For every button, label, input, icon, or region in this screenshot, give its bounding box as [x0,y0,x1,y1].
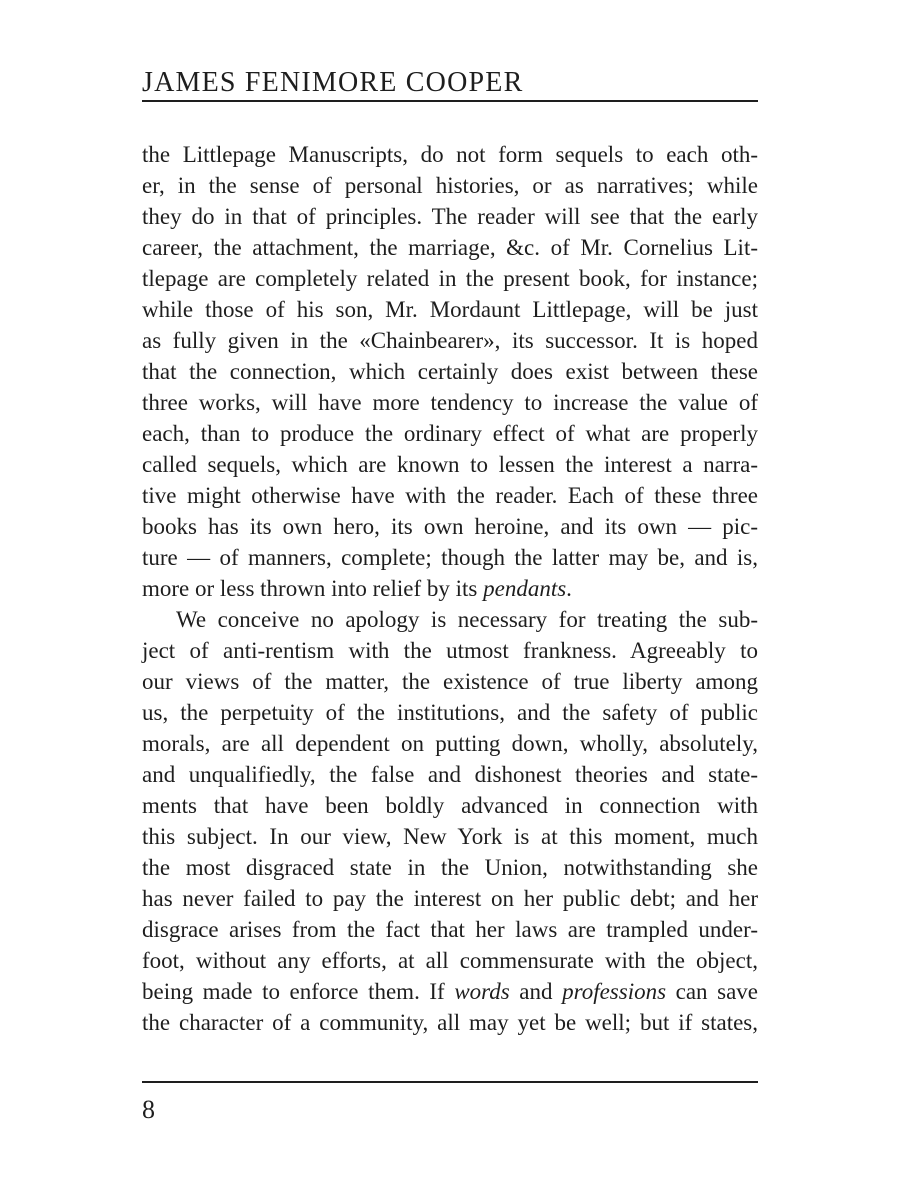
text-line: career, the attachment, the marriage, &c. of Mr. Cornelius Lit- [142,235,758,260]
text-line: books has its own hero, its own heroine, and its own — pic- [142,514,758,539]
italic-term: professions [562,979,667,1004]
text-line: the Littlepage Manuscripts, do not form sequels to each oth- [142,142,758,167]
text-line: our views of the matter, the existence of true liberty among [142,669,758,694]
italic-term: pendants [483,576,567,601]
text-line: morals, are all dependent on putting down, wholly, absolutely, [142,731,758,756]
text-line: the character of a community, all may yet be well; but if states, [142,1010,758,1035]
text-line: and unqualifiedly, the false and dishonest theories and state- [142,762,758,787]
text-run: . [566,576,572,601]
text-line: that the connection, which certainly does exist between these [142,359,758,384]
text-line: ture — of manners, complete; though the latter may be, and is, [142,545,758,570]
text-line: three works, will have more tendency to increase the value of [142,390,758,415]
page-body [142,139,758,1038]
text-line: called sequels, which are known to lessen the interest a narra- [142,452,758,477]
text-line-mixed [142,976,758,1007]
text-line: as fully given in the «Chainbearer», its successor. It is hoped [142,328,758,353]
text-line: We conceive no apology is necessary for treating the sub- [176,607,758,632]
running-head: JAMES FENIMORE COOPER [142,67,524,98]
text-line: ments that have been boldly advanced in connection with [142,793,758,818]
text-line: er, in the sense of personal histories, or as narratives; while [142,173,758,198]
text-line: tlepage are completely related in the present book, for instance; [142,266,758,291]
text-line: ject of anti-rentism with the utmost frankness. Agreeably to [142,638,758,663]
text-line: the most disgraced state in the Union, notwithstanding she [142,855,758,880]
text-line: this subject. In our view, New York is at this moment, much [142,824,758,849]
text-run: and [509,979,563,1004]
text-line: foot, without any efforts, at all commensurate with the object, [142,948,758,973]
text-line: each, than to produce the ordinary effect of what are properly [142,421,758,446]
text-line: disgrace arises from the fact that her laws are trampled under- [142,917,758,942]
text-line: while those of his son, Mr. Mordaunt Littlepage, will be just [142,297,758,322]
text-line: us, the perpetuity of the institutions, and the safety of public [142,700,758,725]
text-run: more or less thrown into relief by its [142,576,484,601]
italic-term: words [454,979,510,1004]
text-line: they do in that of principles. The reader will see that the early [142,204,758,229]
page-number: 8 [142,1095,155,1124]
text-line: has never failed to pay the interest on her public debt; and her [142,886,758,911]
text-run: being made to enforce them. If [142,979,455,1004]
paragraph-end-line [142,573,758,604]
header-rule [142,100,758,102]
footer-rule [142,1081,758,1083]
text-run: can save [666,979,759,1004]
text-line: tive might otherwise have with the reader. Each of these three [142,483,758,508]
